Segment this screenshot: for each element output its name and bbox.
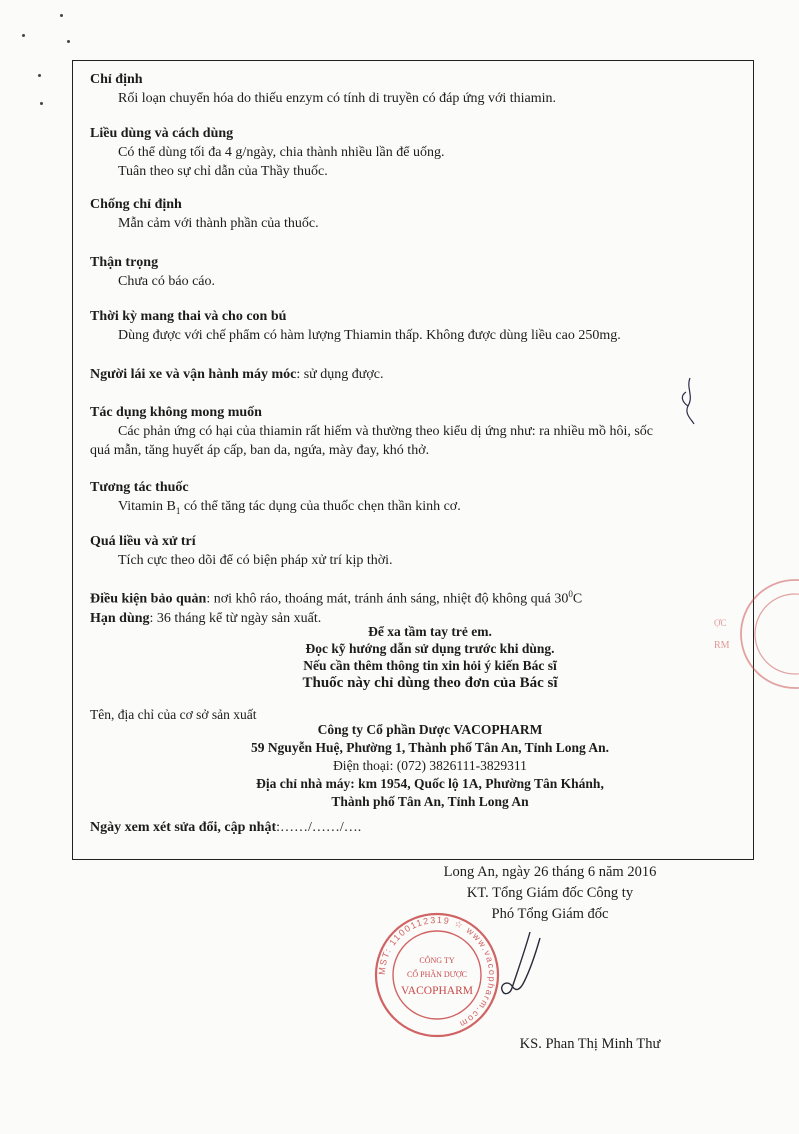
- section-title: Tương tác thuốc: [90, 480, 189, 495]
- section-lieu-dung: [90, 124, 740, 181]
- signature-place-date: Long An, ngày 26 tháng 6 năm 2016: [443, 864, 657, 880]
- section-text: : 36 tháng kể từ ngày sản xuất.: [149, 610, 322, 626]
- manufacturer-label-text: Tên, địa chỉ của cơ sở sản xuất: [90, 707, 257, 722]
- section-line: Mẫn cảm với thành phần của thuốc.: [118, 216, 319, 231]
- edge-seal: [700, 574, 799, 694]
- section-line: Rối loạn chuyển hóa do thiếu enzym có tính di truyền có đáp ứng với thiamin.: [118, 91, 557, 106]
- factory-address-2: Thành phố Tân An, Tỉnh Long An: [331, 794, 529, 809]
- speck: [60, 14, 63, 17]
- section-title: Tác dụng không mong muốn: [90, 405, 262, 420]
- review-date: [90, 818, 740, 837]
- warning-2: Đọc kỹ hướng dẫn sử dụng trước khi dùng.: [305, 641, 555, 656]
- section-qua-lieu: [90, 532, 740, 570]
- company-phone: Điện thoại: (072) 3826111-3829311: [333, 758, 527, 773]
- section-title: Thận trọng: [90, 255, 159, 270]
- section-tuong-tac: [90, 478, 740, 521]
- initial-mark: [676, 376, 702, 426]
- seal-line-1: CÔNG TY: [419, 956, 455, 965]
- section-title: Liều dùng và cách dùng: [90, 126, 234, 141]
- warning-1: Để xa tầm tay trẻ em.: [368, 624, 492, 639]
- section-tac-dung: [90, 403, 740, 460]
- section-title: Người lái xe và vận hành máy móc: [90, 367, 297, 382]
- temp-unit: C: [572, 591, 583, 607]
- svg-text:RM: RM: [714, 640, 730, 651]
- review-label: Ngày xem xét sửa đổi, cập nhật: [90, 820, 277, 835]
- signer-name: KS. Phan Thị Minh Thư: [519, 1036, 661, 1052]
- speck: [40, 102, 43, 105]
- section-line: Dùng được với chế phẩm có hàm lượng Thiamin thấp. Không được dùng liều cao 250mg.: [118, 328, 621, 343]
- section-bao-quan: [90, 585, 740, 628]
- section-line: Tuân theo sự chỉ dẫn của Thầy thuốc.: [118, 164, 328, 179]
- warning-4: Thuốc này chỉ dùng theo đơn của Bác sĩ: [302, 675, 558, 691]
- speck: [22, 34, 25, 37]
- section-chong-chi-dinh: [90, 195, 740, 233]
- section-title: Quá liều và xử trí: [90, 534, 196, 549]
- section-line: Tích cực theo dõi để có biện pháp xử trí kịp thời.: [118, 553, 393, 568]
- interaction-text: có thể tăng tác dụng của thuốc chẹn thần kinh cơ.: [180, 499, 461, 514]
- section-line: quá mẫn, tăng huyết áp cấp, ban da, ngứa, mày đay, khó thở.: [90, 443, 430, 458]
- vitamin-text: Vitamin B: [118, 499, 176, 514]
- company-seal: [372, 910, 502, 1040]
- svg-text:ỢC: ỢC: [714, 618, 727, 628]
- section-title: Chống chỉ định: [90, 197, 182, 212]
- section-mang-thai: [90, 307, 740, 345]
- handwritten-signature: [490, 930, 550, 1000]
- seal-ring-text: MST: 1100112319 ☆ www.vacopharm.com: [376, 914, 498, 1030]
- section-title: Hạn dùng: [90, 610, 150, 626]
- section-line: Các phản ứng có hại của thiamin rất hiếm và thường theo kiểu dị ứng như: ra nhiều mồ hôi, sốc: [118, 424, 654, 439]
- degree-sup: 0: [568, 589, 573, 599]
- section-title: Chỉ định: [90, 72, 143, 87]
- warning-3: Nếu cần thêm thông tin xin hỏi ý kiến Bác sĩ: [303, 658, 557, 673]
- section-text: : sử dụng được.: [296, 367, 384, 382]
- section-lai-xe: [90, 365, 740, 384]
- review-value: :……/……/….: [276, 820, 362, 835]
- section-chi-dinh: [90, 70, 740, 108]
- company-address: 59 Nguyễn Huệ, Phường 1, Thành phố Tân An, Tỉnh Long An.: [250, 740, 610, 755]
- section-title: Thời kỳ mang thai và cho con bú: [90, 309, 287, 324]
- signature-role-1: KT. Tổng Giám đốc Công ty: [466, 885, 634, 901]
- section-text: : nơi khô ráo, thoáng mát, tránh ánh sáng, nhiệt độ không quá 30: [206, 591, 569, 607]
- manufacturer-block: [150, 721, 710, 811]
- factory-address-1: Địa chỉ nhà máy: km 1954, Quốc lộ 1A, Phường Tân Khánh,: [256, 776, 604, 791]
- section-line: Có thể dùng tối đa 4 g/ngày, chia thành nhiều lần để uống.: [118, 145, 445, 160]
- speck: [67, 40, 70, 43]
- section-title: Điều kiện bảo quản: [90, 591, 207, 607]
- section-line: Chưa có báo cáo.: [118, 274, 215, 289]
- section-than-trong: [90, 253, 740, 291]
- signature-role-2: Phó Tổng Giám đốc: [491, 906, 609, 922]
- seal-line-2: CỔ PHẦN DƯỢC: [407, 970, 467, 979]
- seal-line-3: VACOPHARM: [400, 985, 474, 997]
- speck: [38, 74, 41, 77]
- company-name: Công ty Cổ phần Dược VACOPHARM: [317, 722, 543, 737]
- vitamin-subscript: 1: [175, 505, 181, 516]
